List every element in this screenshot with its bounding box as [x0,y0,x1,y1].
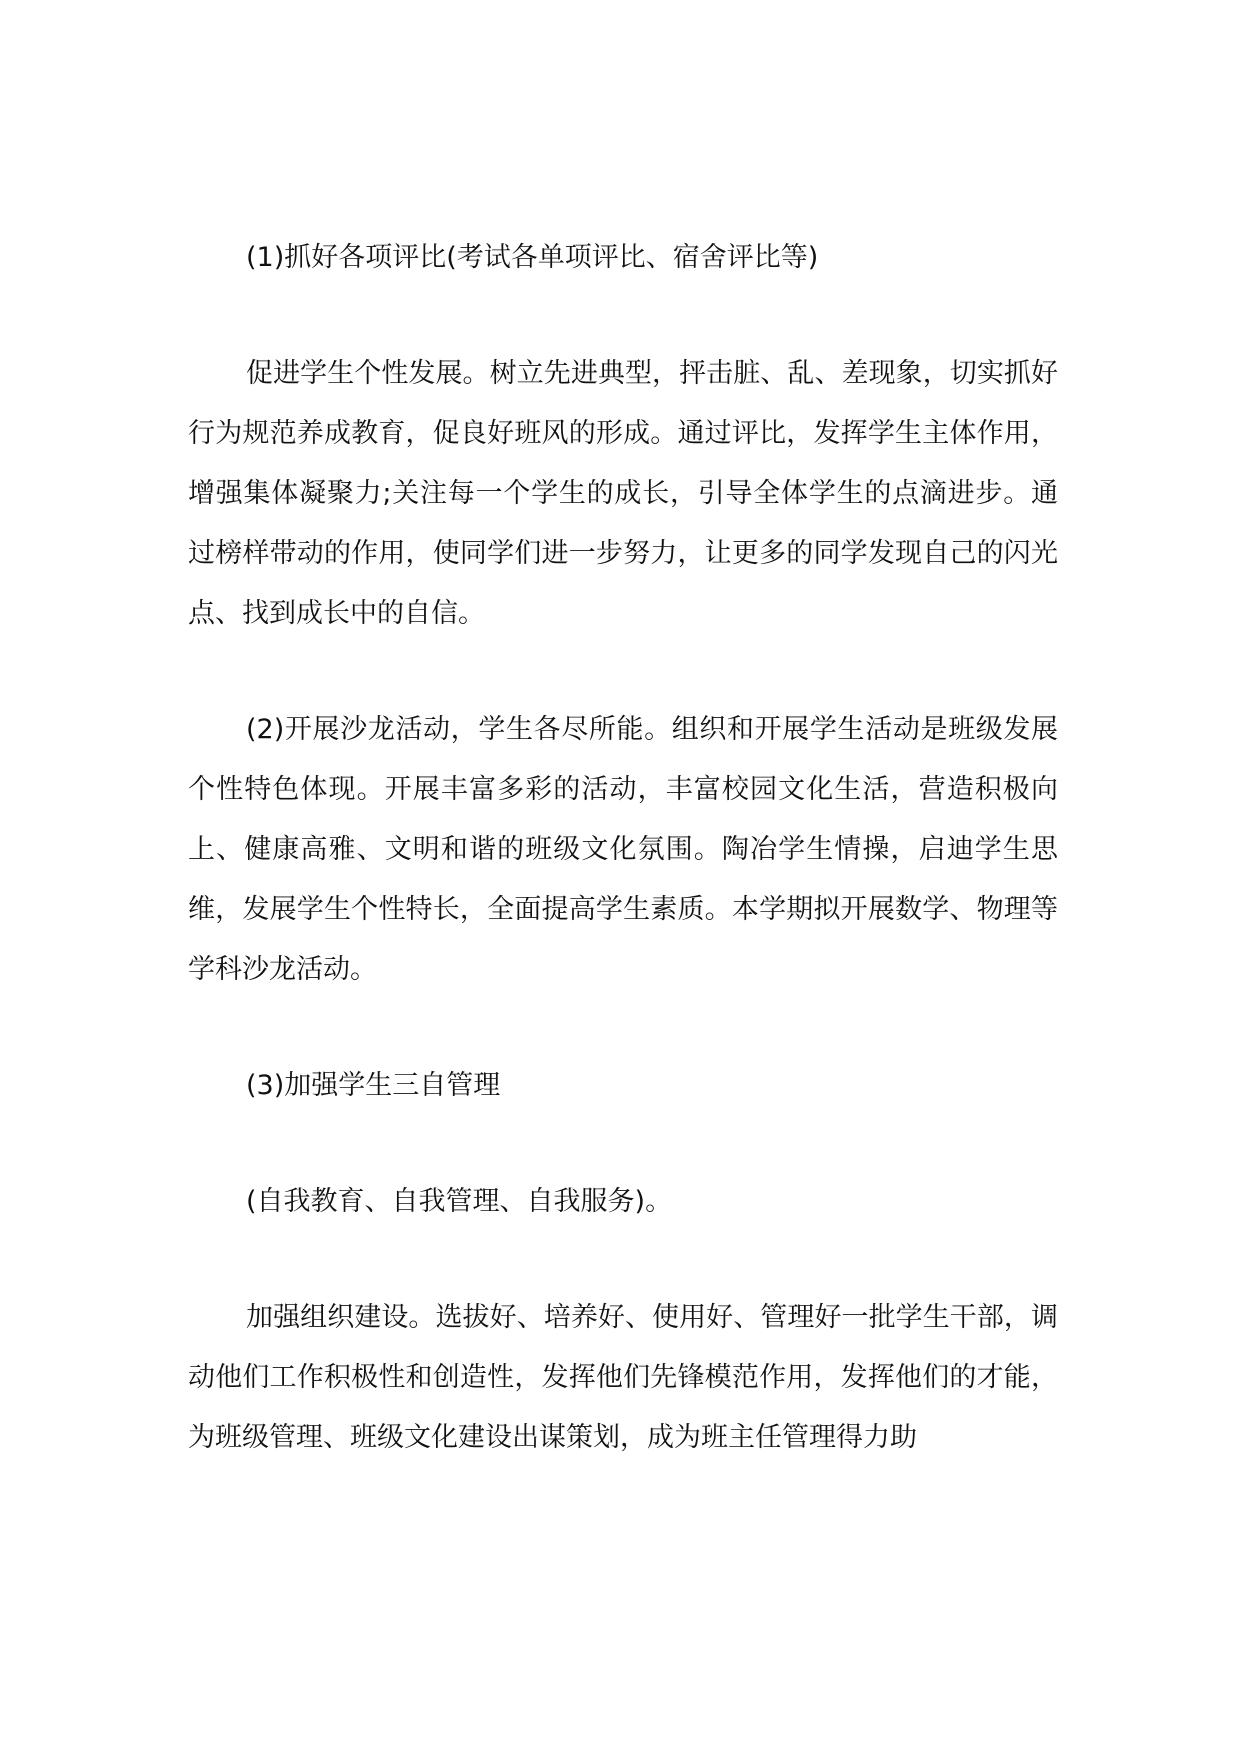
body-paragraph-3: 加强组织建设。选拔好、培养好、使用好、管理好一批学生干部，调动他们工作积极性和创造性，发挥他们先锋模范作用，发挥他们的才能，为班级管理、班级文化建设出谋策划，成为班主任管理得力助 [188,1302,1058,1453]
body-paragraph-1: 促进学生个性发展。树立先进典型，抨击脏、乱、差现象，切实抓好行为规范养成教育，促良好班风的形成。通过评比，发挥学生主体作用，增强集体凝聚力;关注每一个学生的成长，引导全体学生的点滴进步。通过榜样带动的作用，使同学们进一步努力，让更多的同学发现自己的闪光点、找到成长中的自信。 [188,358,1058,629]
body-paragraph-2: (2)开展沙龙活动，学生各尽所能。组织和开展学生活动是班级发展个性特色体现。开展丰富多彩的活动，丰富校园文化生活，营造积极向上、健康高雅、文明和谐的班级文化氛围。陶冶学生情操，启迪学生思维，发展学生个性特长，全面提高学生素质。本学期拟开展数学、物理等学科沙龙活动。 [188,714,1058,985]
section-subheading-3: (自我教育、自我管理、自我服务)。 [246,1186,673,1217]
section-heading-3: (3)加强学生三自管理 [246,1070,501,1101]
document-body [188,228,1058,1524]
section-heading-1: (1)抓好各项评比(考试各单项评比、宿舍评比等) [246,242,819,273]
